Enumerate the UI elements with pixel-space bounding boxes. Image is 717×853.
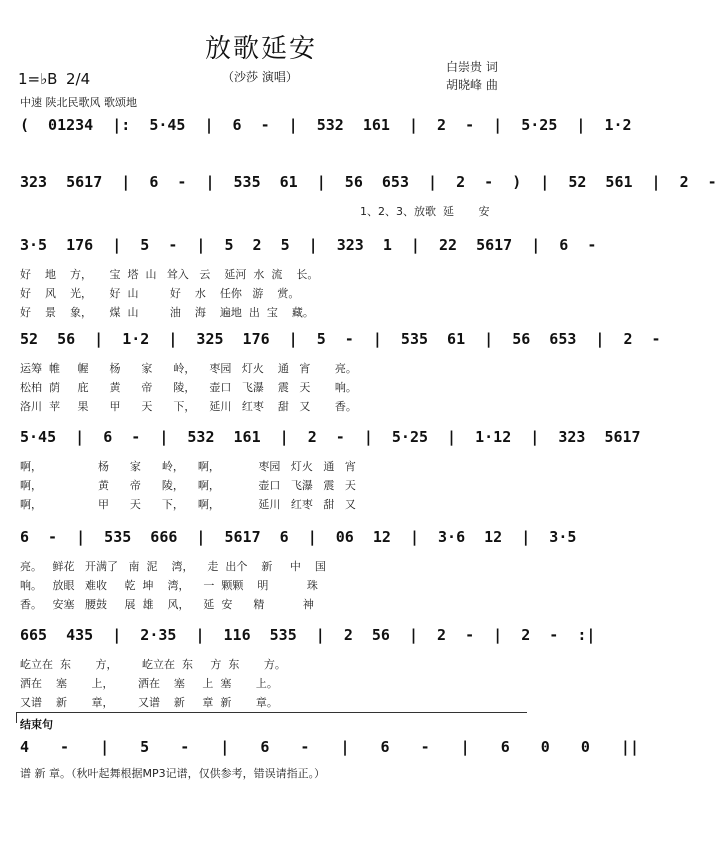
lyric-line: 运筹 帷 幄 杨 家 岭， 枣园 灯火 通 宵 亮。 <box>20 362 357 375</box>
performer-line: （沙莎 演唱） <box>222 70 298 84</box>
ending-lyrics: 谱 新 章。（秋叶起舞根据MP3记谱，仅供参考，错误请指正。） <box>20 767 326 780</box>
key-signature: 1=♭B <box>18 70 58 88</box>
lyric-line: 屹立在 东 方， 屹立在 东 方 东 方。 <box>20 658 286 671</box>
lyric-line: 啊， 甲 天 下， 啊， 延川 红枣 甜 又 <box>20 498 356 511</box>
lyric-line: 香。 安塞 腰鼓 展 雄 风， 延 安 精 神 <box>20 598 314 611</box>
lyric-line: 啊， 黄 帝 陵， 啊， 壶口 飞瀑 震 天 <box>20 479 356 492</box>
lyric-line: 啊， 杨 家 岭， 啊， 枣园 灯火 通 宵 <box>20 460 356 473</box>
notation-row: 323 5617 | 6 - | 535 61 | 56 653 | 2 - ) | 52 561 | 2 - <box>20 173 717 191</box>
lyric-line: 1、2、3、放歌 延 安 <box>360 205 490 218</box>
lyric-line: 好 景 象， 煤 山 油 海 遍地 出 宝 藏。 <box>20 306 314 319</box>
notation-row: 6 - | 535 666 | 5617 6 | 06 12 | 3·6 12 | 3·5 <box>20 528 577 546</box>
lyric-line: 洛川 苹 果 甲 天 下， 延川 红枣 甜 又 香。 <box>20 400 357 413</box>
tempo-marking: 中速 陕北民歌风 歌颂地 <box>20 96 137 109</box>
ending-bracket <box>16 712 527 723</box>
song-title: 放歌延安 <box>205 34 318 64</box>
notation-row: ( 01234 |: 5·45 | 6 - | 532 161 | 2 - | 5·25 | 1·2 <box>20 116 632 134</box>
lyric-line: 响。 放眼 难收 乾 坤 湾， 一 颗颗 明 珠 <box>20 579 318 592</box>
notation-row: 665 435 | 2·35 | 116 535 | 2 56 | 2 - | 2 - :| <box>20 626 596 644</box>
notation-row: 5·45 | 6 - | 532 161 | 2 - | 5·25 | 1·12 | 323 5617 <box>20 428 641 446</box>
time-signature: 2/4 <box>66 70 91 88</box>
ending-notes: 4 - | 5 - | 6 - | 6 - | 6 0 0 || <box>20 738 639 756</box>
composer-credit: 胡晓峰 曲 <box>446 78 498 92</box>
lyricist-credit: 白崇贵 词 <box>446 60 498 74</box>
lyric-line: 又谱 新 章， 又谱 新 章 新 章。 <box>20 696 278 709</box>
lyric-line: 亮。 鲜花 开满了 南 泥 湾， 走 出个 新 中 国 <box>20 560 326 573</box>
lyric-line: 好 风 光， 好 山 好 水 任你 游 赏。 <box>20 287 300 300</box>
lyric-line: 好 地 方， 宝 塔 山 耸入 云 延河 水 流 长。 <box>20 268 319 281</box>
ending-label: 结束句 <box>20 718 53 731</box>
notation-row: 52 56 | 1·2 | 325 176 | 5 - | 535 61 | 56 653 | 2 - <box>20 330 661 348</box>
notation-row: 3·5 176 | 5 - | 5 2 5 | 323 1 | 22 5617 | 6 - <box>20 236 597 254</box>
lyric-line: 洒在 塞 上， 洒在 塞 上 塞 上。 <box>20 677 278 690</box>
lyric-line: 松柏 荫 庇 黄 帝 陵， 壶口 飞瀑 震 天 响。 <box>20 381 357 394</box>
